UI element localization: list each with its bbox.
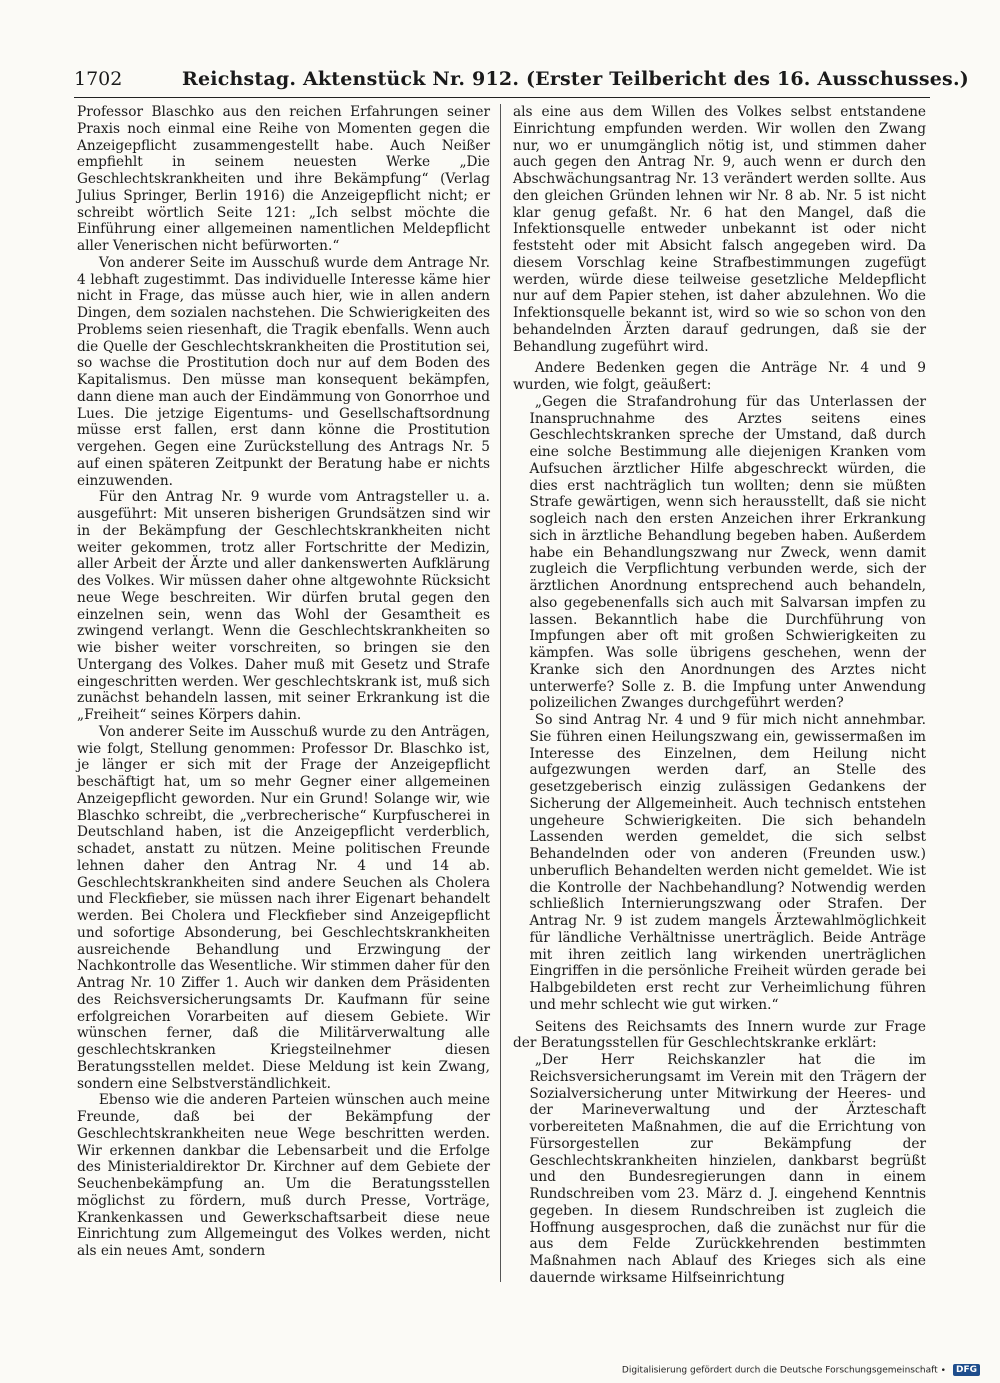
paragraph: als eine aus dem Willen des Volkes selbst entstandene Einrichtung empfunden werden. Wir wollen den Zwang nur, wo er unumgänglich nötig ist, und stimmen daher auch gegen den Antrag Nr. 9, auch wenn er durch den Abschwächungsantrag Nr. 13 verändert werden sollte. Aus den gleichen Gründen lehnen wir Nr. 8 ab. Nr. 5 ist nicht klar genug gefaßt. Nr. 6 hat den Mangel, daß die Infektionsquelle entweder unbekannt ist oder nicht feststeht oder mit Absicht falsch angegeben wird. Da diesem Vorschlag keine Strafbestimmungen zugefügt werden, würde diese teilweise gesetzliche Meldepflicht nur auf dem Papier stehen, ist daher abzulehnen. Wo die Infektionsquelle bekannt ist, wird so wie so schon von den behandelnden Ärzten darauf gedrungen, daß sie der Behandlung zugeführt wird. [513,104,926,355]
right-column [513,104,926,1287]
page-header [74,62,969,96]
page-number: 1702 [74,68,123,90]
paragraph: Von anderer Seite im Ausschuß wurde dem Antrage Nr. 4 lebhaft zugestimmt. Das individuelle Interesse käme hier nicht in Frage, das müsse auch hier, wie in allen andern Dingen, dem sozialen nachstehen. Die Schwierigkeiten des Problems seien riesenhaft, die Tragik ebenfalls. Wenn auch die Quelle der Geschlechtskrankheiten die Prostitution sei, so wachse die Prostitution doch nur auf dem Boden des Kapitalismus. Den müsse man konsequent bekämpfen, dann diene man auch der Eindämmung von Gonorrhoe und Lues. Die jetzige Eigentums- und Gesellschaftsordnung müsse erst fallen, erst dann könne die Prostitution vergehen. Gegen eine Zurückstellung des Antrags Nr. 5 auf einen späteren Zeitpunkt der Beratung habe er nichts einzuwenden. [77,254,490,489]
paragraph: Andere Bedenken gegen die Anträge Nr. 4 und 9 wurden, wie folgt, geäußert: [513,360,926,393]
dfg-logo: DFG [953,1364,980,1376]
paragraph: Von anderer Seite im Ausschuß wurde zu den Anträgen, wie folgt, Stellung genommen: Professor Dr. Blaschko ist, je länger er sich mit der Frage der Anzeigepflicht beschäftigt hat, um so mehr Gegner einer allgemeinen Anzeigepflicht geworden. Nur ein Grund! Solange wir, wie Blaschko schreibt, die „verbrecherische“ Kurpfuscherei in Deutschland haben, ist die Anzeigepflicht verderblich, schadet, anstatt zu nützen. Meine politischen Freunde lehnen daher den Antrag Nr. 4 und 14 ab. Geschlechtskrankheiten sind andere Seuchen als Cholera und Fleckfieber, sie müssen nach ihrer Eigenart behandelt werden. Bei Cholera und Fleckfieber sind Anzeigepflicht und sofortige Absonderung, bei Geschlechtskrankheiten ausreichende Behandlung und Erzwingung der Nachkontrolle das Wesentliche. Wir stimmen daher für den Antrag Nr. 10 Ziffer 1. Auch wir danken dem Präsidenten des Reichsversicherungsamts Dr. Kaufmann für seine erfolgreichen Vorarbeiten auf diesem Gebiete. Wir wünschen ferner, daß die Militärverwaltung alle geschlechtskranken Kriegsteilnehmer diesen Beratungsstellen meldet. Diese Meldung ist kein Zwang, sondern eine Selbstverständlichkeit. [77,723,490,1092]
quoted-paragraph: „Gegen die Strafandrohung für das Unterlassen der Inanspruchnahme des Arztes seitens eines Geschlechtskranken spreche der Umstand, daß durch eine solche Bestimmung alle diejenigen Kranken vom Aufsuchen ärztlicher Hilfe abgeschreckt würden, die dies erst nachträglich tun wollten; denn sie müßten Strafe gewärtigen, wenn sich herausstellt, daß sie nicht sogleich nach den ersten Anzeichen ihrer Erkrankung sich in ärztliche Behandlung begeben haben. Außerdem habe ein Behandlungszwang nur Zweck, wenn damit zugleich die Verpflichtung verbunden werde, sich der ärztlichen Anordnung entsprechend auch behandeln, also gegebenenfalls sich auch mit Salvarsan impfen zu lassen. Bekanntlich habe die Durchführung von Impfungen aber oft mit großen Schwierigkeiten zu kämpfen. Was solle übrigens geschehen, wenn der Kranke sich den Anordnungen des Arztes nicht unterwerfe? Solle z. B. die Impfung unter Anwendung polizeilichen Zwanges durchgeführt werden? [529,393,926,712]
left-column [77,104,490,1260]
separator: • [940,1365,946,1376]
quoted-paragraph: So sind Antrag Nr. 4 und 9 für mich nicht annehmbar. Sie führen einen Heilungszwang ein, gewissermaßen im Interesse des Einzelnen, dem Heilung nicht aufgezwungen werden darf, an Stelle des gesetzgeberisch einzig zulässigen Gedankens der Sicherung der Allgemeinheit. Auch technisch entstehen ungeheure Schwierigkeiten. Die sich behandeln Lassenden werden gemeldet, die sich selbst Behandelnden oder von anderen (Freunden usw.) unberuflich Behandelten werden nicht gemeldet. Wie ist die Kontrolle der Nachbehandlung? Notwendig werden schließlich Internierungszwang oder Strafen. Der Antrag Nr. 9 ist zudem mangels Ärztewahlmöglichkeit für ländliche Verhältnisse unerträglich. Beide Anträge mit ihren zeitlich lang wirkenden unerträglichen Eingriffen in die persönliche Freiheit würden gerade bei Halbgebildeten erst recht zur Verheimlichung führen und mehr schlecht wie gut wirken.“ [529,712,926,1013]
credit-text: Digitalisierung gefördert durch die Deutsche Forschungsgemeinschaft [621,1365,938,1376]
paragraph: Professor Blaschko aus den reichen Erfahrungen seiner Praxis noch einmal eine Reihe von Momenten gegen die Anzeigepflicht zusammengestellt habe. Auch Neißer empfiehlt in seinem neuesten Werke „Die Geschlechtskrankheiten und ihre Bekämpfung“ (Verlag Julius Springer, Berlin 1916) die Anzeigepflicht nicht; er schreibt wörtlich Seite 121: „Ich selbst möchte die Einführung einer allgemeinen namentlichen Meldepflicht aller Venerischen nicht befürworten.“ [77,104,490,254]
header-rule [74,97,930,98]
quoted-paragraph: „Der Herr Reichskanzler hat die im Reichsversicherungsamt im Verein mit den Trägern der Sozialversicherung unter Mitwirkung der Heeres- und der Marineverwaltung und der Ärzteschaft vorbereiteten Maßnahmen, die auf die Errichtung von Fürsorgestellen zur Bekämpfung der Geschlechtskrankheiten hinzielen, dankbarst begrüßt und den Bundesregierungen dann in einem Rundschreiben vom 23. März d. J. eingehend Kenntnis gegeben. In diesem Rundschreiben ist zugleich die Hoffnung ausgesprochen, daß die zunächst nur für die aus dem Felde Zurückkehrenden bestimmten Maßnahmen nach Ablauf des Krieges sich als eine dauernde wirksame Hilfseinrichtung [529,1052,926,1286]
paragraph: Ebenso wie die anderen Parteien wünschen auch meine Freunde, daß bei der Bekämpfung der Geschlechtskrankheiten neue Wege beschritten werden. Wir erkennen dankbar die Lebensarbeit und die Erfolge des Ministerialdirektor Dr. Kirchner auf dem Gebiete der Seuchenbekämpfung an. Um die Beratungsstellen möglichst zu fördern, muß durch Presse, Vorträge, Krankenkassen und Gewerkschaftsarbeit diese neue Einrichtung zum Allgemeingut des Volkes werden, nicht als ein neues Amt, sondern [77,1092,490,1259]
paragraph: Für den Antrag Nr. 9 wurde vom Antragsteller u. a. ausgeführt: Mit unseren bisherigen Grundsätzen sind wir in der Bekämpfung der Geschlechtskrankheiten nicht weiter gekommen, trotz aller Fortschritte der Medizin, aller Arbeit der Ärzte und aller dankenswerten Aufklärung des Volkes. Wir müssen daher ohne altgewohnte Rücksicht neue Wege beschreiten. Wir dürfen brutal gegen den einzelnen sein, wenn das Wohl der Gesamtheit es zwingend verlangt. Wenn die Geschlechtskrankheiten so wie bisher weiter vorschreiten, so bringen sie den Untergang des Volkes. Daher muß mit Gesetz und Strafe eingeschritten werden. Wer geschlechtskrank ist, muß sich zunächst behandeln lassen, mit seiner Erkrankung ist die „Freiheit“ seines Körpers dahin. [77,489,490,723]
digitization-credit [560,1364,980,1377]
column-divider [500,104,501,1282]
running-title: Reichstag. Aktenstück Nr. 912. (Erster Teilbericht des 16. Ausschusses.) [182,68,969,90]
paragraph: Seitens des Reichsamts des Innern wurde zur Frage der Beratungsstellen für Geschlechtskranke erklärt: [513,1018,926,1052]
